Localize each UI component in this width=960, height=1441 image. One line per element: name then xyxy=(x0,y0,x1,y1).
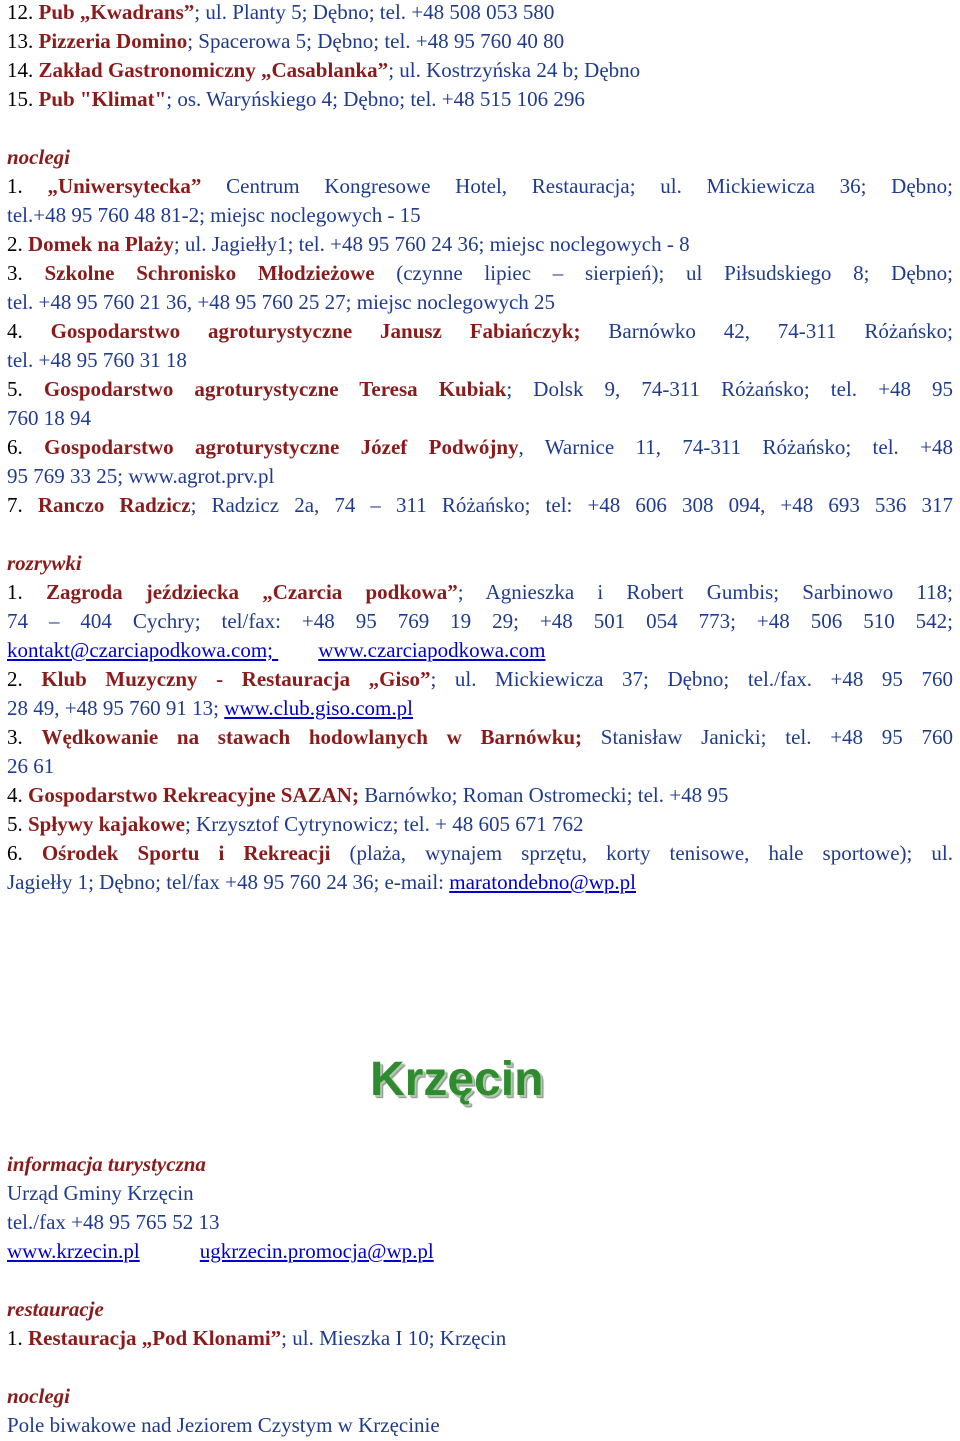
list-item: 1. „Uniwersytecka” Centrum Kongresowe Hotel, Restauracja; ul. Mickiewicza 36; Dębno; xyxy=(7,174,954,198)
list-item: 3. Szkolne Schronisko Młodzieżowe (czynne lipiec – sierpień); ul Piłsudskiego 8; Dębno; xyxy=(7,261,954,285)
section-heading-noclegi: noclegi xyxy=(7,1384,70,1408)
list-item: 6. Ośrodek Sportu i Rekreacji (plaża, wynajem sprzętu, korty tenisowe, hale sportowe); ul. xyxy=(7,841,954,865)
list-item: 5. Gospodarstwo agroturystyczne Teresa Kubiak; Dolsk 9, 74-311 Różańsko; tel. +48 95 xyxy=(7,377,954,401)
list-item: 12. Pub „Kwadrans”; ul. Planty 5; Dębno; tel. +48 508 053 580 xyxy=(7,0,555,24)
list-item: 5. Spływy kajakowe; Krzysztof Cytrynowicz; tel. + 48 605 671 762 xyxy=(7,812,584,836)
link-row xyxy=(7,636,545,664)
list-item-continuation: tel. +48 95 760 21 36, +48 95 760 25 27; miejsc noclegowych 25 xyxy=(7,290,556,314)
list-item-continuation: tel. +48 95 760 31 18 xyxy=(7,348,187,372)
list-item: 1. Zagroda jeździecka „Czarcia podkowa”; Agnieszka i Robert Gumbis; Sarbinowo 118; xyxy=(7,580,953,604)
link-row xyxy=(7,1237,434,1265)
list-item: 4. Gospodarstwo agroturystyczne Janusz Fabiańczyk; Barnówko 42, 74-311 Różańsko; xyxy=(7,319,953,343)
venue-name: Zakład Gastronomiczny „Casablanka” xyxy=(38,58,389,82)
section-heading-restauracje: restauracje xyxy=(7,1297,104,1321)
list-item: 14. Zakład Gastronomiczny „Casablanka”; ul. Kostrzyńska 24 b; Dębno xyxy=(7,58,641,82)
email-link[interactable]: kontakt@czarciapodkowa.com; xyxy=(7,638,279,662)
list-item: 4. Gospodarstwo Rekreacyjne SAZAN; Barnówko; Roman Ostromecki; tel. +48 95 xyxy=(7,783,729,807)
info-line: Pole biwakowe nad Jeziorem Czystym w Krzęcinie xyxy=(7,1413,440,1437)
list-item-continuation: tel.+48 95 760 48 81-2; miejsc noclegowych - 15 xyxy=(7,203,421,227)
page-title: Krzęcin xyxy=(370,1053,544,1106)
list-item: 7. Ranczo Radzicz; Radzicz 2a, 74 – 311 Różańsko; tel: +48 606 308 094, +48 693 536 317 xyxy=(7,493,953,517)
section-heading-informacja: informacja turystyczna xyxy=(7,1152,206,1176)
list-item-continuation: 95 769 33 25; www.agrot.prv.pl xyxy=(7,464,275,488)
list-item: 2. Domek na Plaży; ul. Jagiełły1; tel. +48 95 760 24 36; miejsc noclegowych - 8 xyxy=(7,232,690,256)
section-heading-noclegi: noclegi xyxy=(7,145,70,169)
website-link[interactable]: www.club.giso.com.pl xyxy=(224,696,413,720)
website-link[interactable]: www.czarciapodkowa.com xyxy=(318,638,546,662)
list-item: 13. Pizzeria Domino; Spacerowa 5; Dębno; tel. +48 95 760 40 80 xyxy=(7,29,565,53)
list-item: 6. Gospodarstwo agroturystyczne Józef Podwójny, Warnice 11, 74-311 Różańsko; tel. +48 xyxy=(7,435,953,459)
section-heading-rozrywki: rozrywki xyxy=(7,551,82,575)
list-item: 15. Pub "Klimat"; os. Waryńskiego 4; Dębno; tel. +48 515 106 296 xyxy=(7,87,585,111)
list-item: 1. Restauracja „Pod Klonami”; ul. Mieszka I 10; Krzęcin xyxy=(7,1326,507,1350)
email-link[interactable]: ugkrzecin.promocja@wp.pl xyxy=(199,1239,434,1263)
list-item: 2. Klub Muzyczny - Restauracja „Giso”; ul. Mickiewicza 37; Dębno; tel./fax. +48 95 760 xyxy=(7,667,953,691)
list-item-continuation: Jagiełły 1; Dębno; tel/fax +48 95 760 24 36; e-mail: maratondebno@wp.pl xyxy=(7,870,636,894)
list-item: 3. Wędkowanie na stawach hodowlanych w Barnówku; Stanisław Janicki; tel. +48 95 760 xyxy=(7,725,954,749)
venue-name: Pub "Klimat" xyxy=(38,87,167,111)
list-item-continuation: 74 – 404 Cychry; tel/fax: +48 95 769 19 29; +48 501 054 773; +48 506 510 542; xyxy=(7,609,953,633)
venue-name: Pizzeria Domino xyxy=(38,29,188,53)
list-item-continuation: 26 61 xyxy=(7,754,55,778)
list-item-continuation: 760 18 94 xyxy=(7,406,91,430)
info-line: tel./fax +48 95 765 52 13 xyxy=(7,1210,220,1234)
list-item-continuation: 28 49, +48 95 760 91 13; www.club.giso.com.pl xyxy=(7,696,413,720)
venue-name: Pub „Kwadrans” xyxy=(38,0,195,24)
info-line: Urząd Gminy Krzęcin xyxy=(7,1181,194,1205)
website-link[interactable]: www.krzecin.pl xyxy=(7,1239,140,1263)
email-link[interactable]: maratondebno@wp.pl xyxy=(449,870,636,894)
